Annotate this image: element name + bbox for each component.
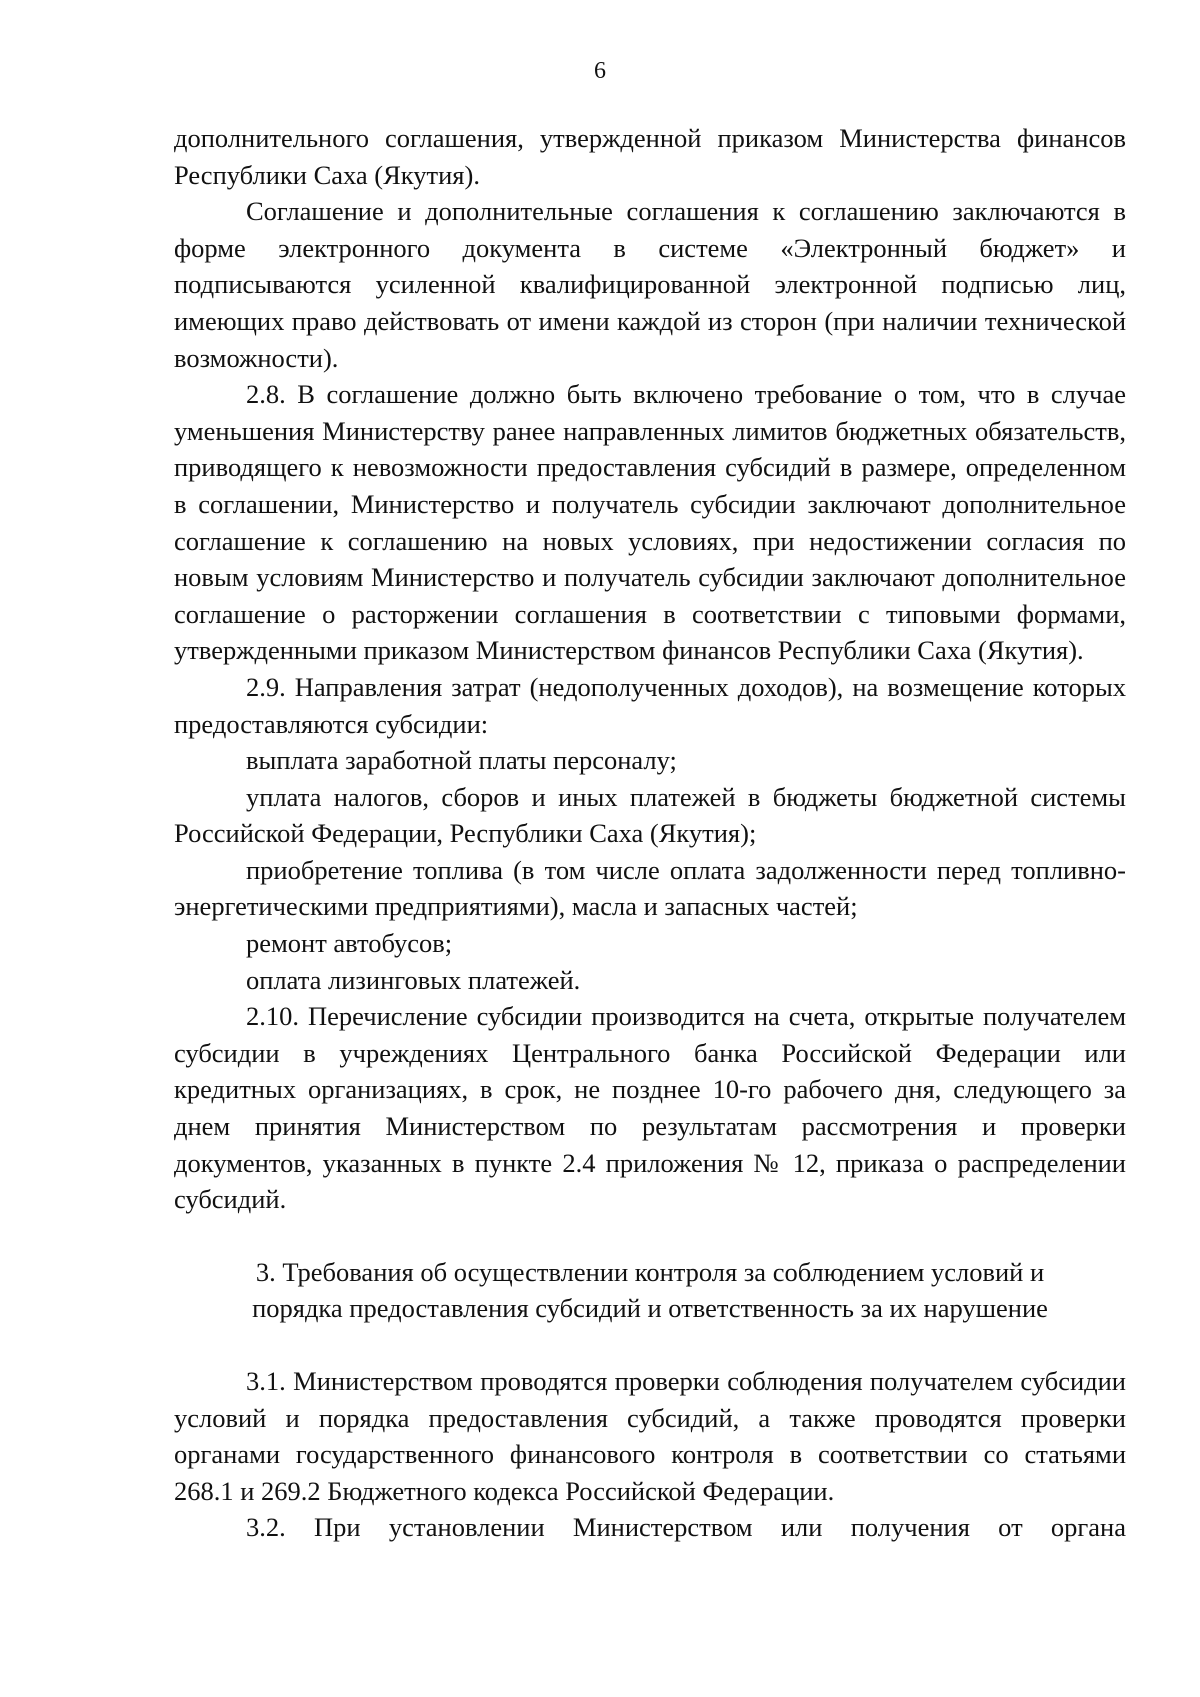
- paragraph-3-2: 3.2. При установлении Министерством или получения от органа: [246, 1512, 1126, 1543]
- section-3-heading: [174, 1254, 1126, 1327]
- paragraph-continuation: дополнительного соглашения, утвержденной приказом Министерства финансов Республики Саха (Якутия).: [174, 123, 1126, 190]
- section-3-heading-line-1: 3. Требования об осуществлении контроля за соблюдением условий и: [255, 1256, 1045, 1287]
- page-number: 6: [594, 58, 606, 84]
- section-3-heading-line-2: порядка предоставления субсидий и ответственность за их нарушение: [252, 1293, 1048, 1324]
- paragraph-2-9: 2.9. Направления затрат (недополученных доходов), на возмещение которых предоставляются субсидии:: [174, 671, 1126, 739]
- paragraph-2-8: 2.8. В соглашение должно быть включено требование о том, что в случае уменьшения Министерству ранее направленных лимитов бюджетных обязательств, приводящего к невозможности предоставления субсидий в размере, определенном в соглашении, Министерство и получатель субсидии заключают дополнительное соглашение к соглашению на новых условиях, при недостижении согласия по новым условиям Министерство и получатель субсидии заключают дополнительное соглашение о расторжении соглашения в соответствии с типовыми формами, утвержденными приказом Министерством финансов Республики Саха (Якутия).: [174, 379, 1126, 666]
- paragraph-3-1: 3.1. Министерством проводятся проверки соблюдения получателем субсидии условий и порядка предоставления субсидий, а также проводятся проверки органами государственного финансового контроля в соответствии со статьями 268.1 и 269.2 Бюджетного кодекса Российской Федерации.: [174, 1366, 1126, 1506]
- paragraph-agreement-form: Соглашение и дополнительные соглашения к соглашению заключаются в форме электронного документа в системе «Электронный бюджет» и подписываются усиленной квалифицированной электронной подписью лиц, имеющих право действовать от имени каждой из сторон (при наличии технической возможности).: [174, 196, 1126, 373]
- list-item-salary: выплата заработной платы персоналу;: [246, 745, 677, 776]
- list-item-bus-repair: ремонт автобусов;: [246, 928, 453, 959]
- paragraph-2-10: 2.10. Перечисление субсидии производится на счета, открытые получателем субсидии в учреждениях Центрального банка Российской Федерации или кредитных организациях, в срок, не позднее 10-го рабочего дня, следующего за днем принятия Министерством по результатам рассмотрения и проверки документов, указанных в пункте 2.4 приложения № 12, приказа о распределении субсидий.: [174, 1001, 1126, 1215]
- list-item-leasing: оплата лизинговых платежей.: [246, 964, 581, 995]
- list-item-fuel: приобретение топлива (в том числе оплата задолженности перед топливно-энергетическими предприятиями), масла и запасных частей;: [174, 854, 1126, 922]
- list-item-taxes: уплата налогов, сборов и иных платежей в бюджеты бюджетной системы Российской Федерации, Республики Саха (Якутия);: [174, 781, 1126, 849]
- document-body: [174, 120, 1126, 1546]
